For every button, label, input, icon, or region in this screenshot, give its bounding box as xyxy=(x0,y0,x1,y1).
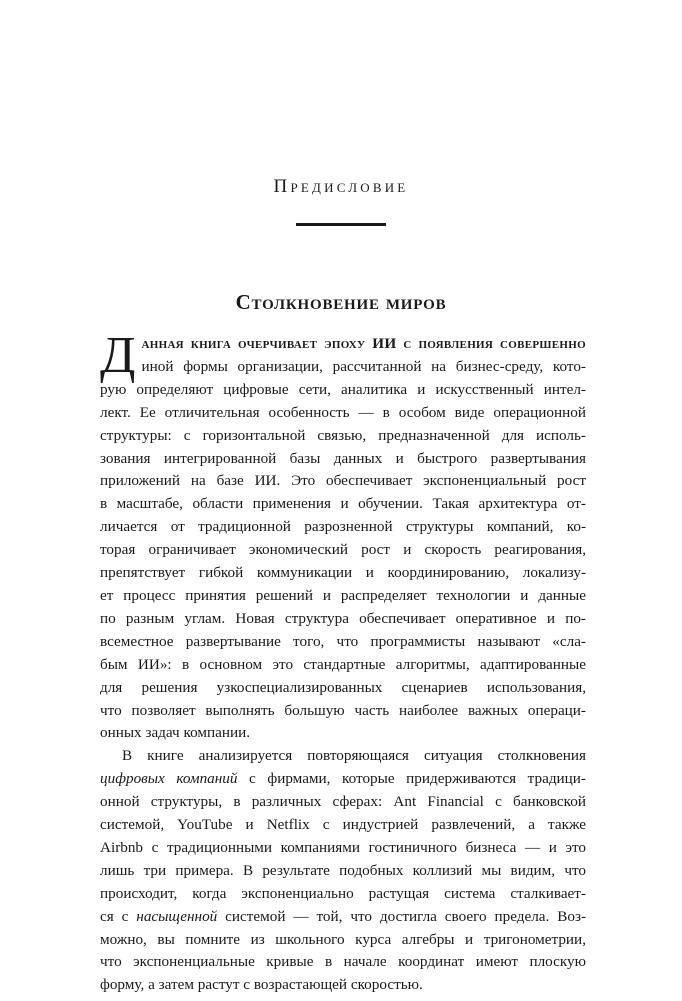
text-line: форму, а затем растут с возрастающей скоростью. xyxy=(100,976,423,994)
text-line: происходит, когда экспоненциально растущая система сталкивает- xyxy=(100,884,586,902)
text-line: ет процесс принятия решений и распределяет технологии и данные xyxy=(100,586,586,604)
text-line xyxy=(100,906,586,929)
text-line: что позволяет выполнять большую часть наиболее важных операци- xyxy=(100,701,586,719)
text-line: системой, YouTube и Netflix с индустрией развлечений, а также xyxy=(100,816,586,834)
text-line xyxy=(100,768,586,791)
text-line: можно, вы помните из школьного курса алгебры и тригонометрии, xyxy=(100,930,586,948)
text-line: зования интегрированной базы данных и быстрого развертывания xyxy=(100,449,586,467)
paragraph-2 xyxy=(100,745,586,997)
paragraph-1 xyxy=(100,327,586,745)
text-line: лект. Ее отличительная особенность — в особом виде операционной xyxy=(100,403,586,421)
lead-in-line: анная книга очерчивает эпоху ИИ с появления совершенно xyxy=(141,335,586,352)
text-line: бым ИИ»: в основном это стандартные алгоритмы, адаптированные xyxy=(100,655,586,673)
text-line: лишь три примера. В результате подобных коллизий мы видим, что xyxy=(100,861,586,879)
italic-phrase: насыщенной xyxy=(136,907,218,925)
text-line: онных задач компании. xyxy=(100,724,251,742)
text-line: иной формы организации, рассчитанной на бизнес-среду, кото- xyxy=(141,357,586,375)
text-line: по разным углам. Новая структура обеспечивает оперативное и по- xyxy=(100,609,586,627)
text-fragment: системой — той, что достигла своего предела. Воз- xyxy=(217,907,587,925)
text-line: приложений на базе ИИ. Это обеспечивает экспоненциальный рост xyxy=(100,472,586,490)
text-fragment: ся с xyxy=(100,907,137,925)
text-line: Airbnb с традиционными компаниями гостиничного бизнеса — и это xyxy=(100,838,586,856)
text-line: В книге анализируется повторяющаяся ситуация столкновения xyxy=(122,747,586,765)
title-rule xyxy=(296,223,386,226)
drop-cap: Д xyxy=(100,327,136,384)
italic-phrase: цифровых компаний xyxy=(100,770,238,788)
text-line: что экспоненциальные кривые в начале координат имеют плоскую xyxy=(100,953,586,971)
text-line: для решения узкоспециализированных сценариев использования, xyxy=(100,678,586,696)
text-line: препятствует гибкой коммуникации и координированию, локализу- xyxy=(100,564,586,582)
text-fragment: с фирмами, которые придерживаются традици- xyxy=(237,770,586,788)
text-line: торая ограничивает экономический рост и скорость реагирования, xyxy=(100,541,586,559)
text-line: рую определяют цифровые сети, аналитика и искусственный интел- xyxy=(100,380,586,398)
chapter-title: Предисловие xyxy=(273,176,409,197)
text-line: онной структуры, в различных сферах: Ant Financial с банковской xyxy=(100,793,586,811)
text-line: всеместное развертывание того, что программисты называют «сла- xyxy=(100,632,586,650)
text-line: структуры: с горизонтальной связью, предназначенной для исполь- xyxy=(100,426,586,444)
text-line: в масштабе, области применения и обучении. Такая архитектура от- xyxy=(100,495,586,513)
section-title: Столкновение миров xyxy=(235,290,447,314)
text-line: личается от традиционной разрозненной структуры компаний, ко- xyxy=(100,518,586,536)
body-text xyxy=(100,327,587,997)
